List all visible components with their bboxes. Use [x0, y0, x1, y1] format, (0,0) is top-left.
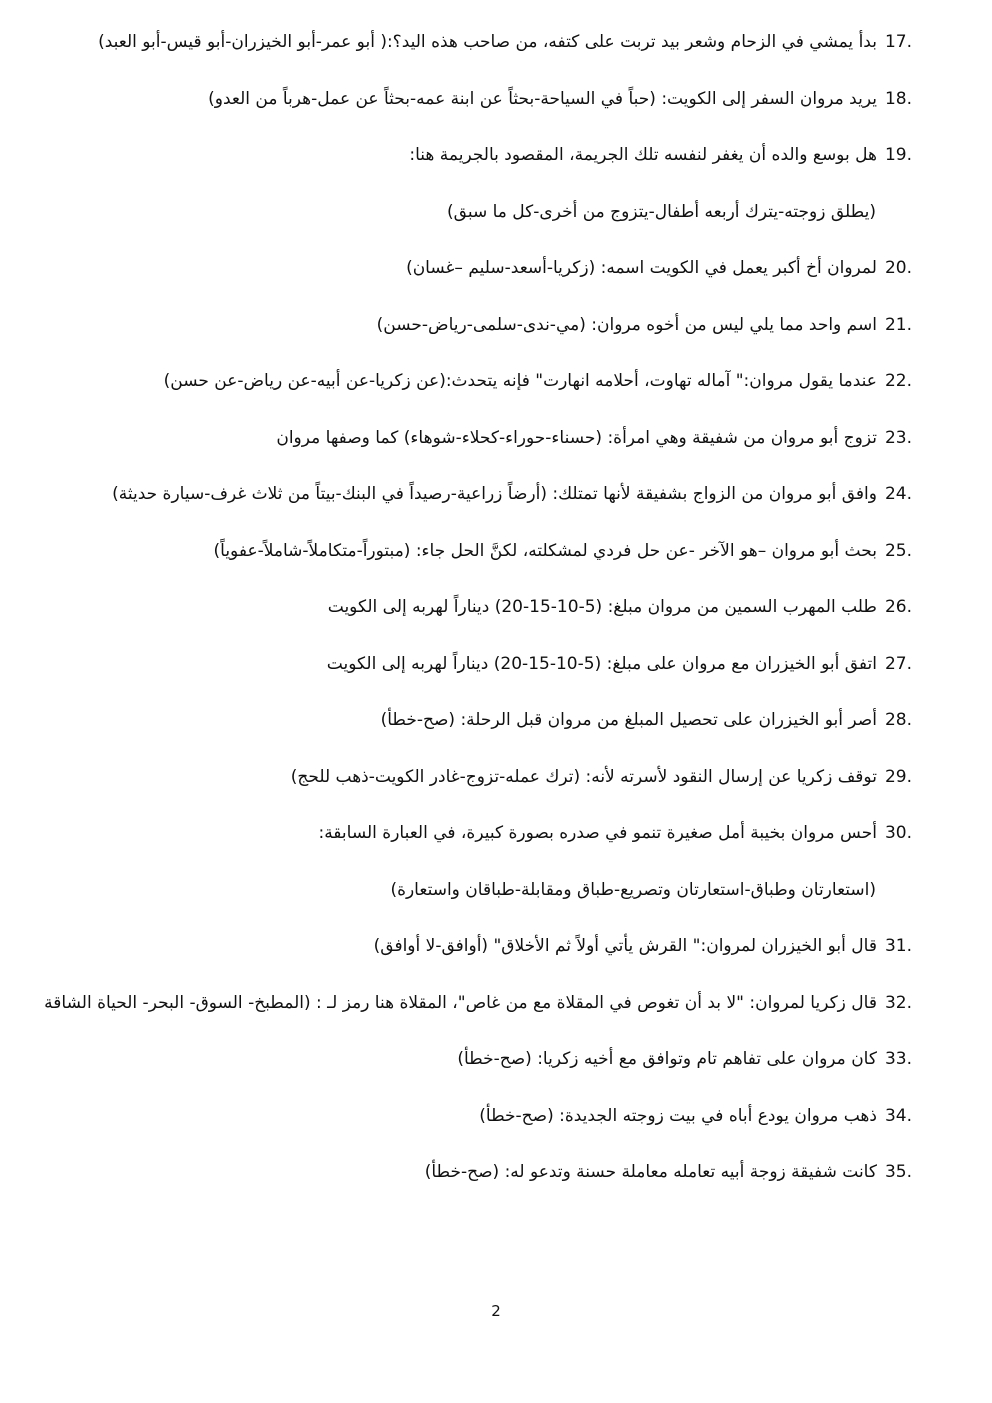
- question-text: (يطلق زوجته-يترك أربعه أطفال-يتزوج من أخرى-كل ما سبق): [447, 201, 876, 222]
- question-number: 22.: [884, 371, 912, 391]
- question-number: 18.: [884, 88, 912, 109]
- question-text: بدأ يمشي في الزحام وشعر بيد تربت على كتفه، من صاحب هذه اليد؟:( أبو عمر-أبو الخيزران-أبو قيس-أبو العبد): [98, 32, 877, 52]
- question-number: 32.: [884, 992, 912, 1013]
- question-text: قال زكريا لمروان: "لا بد أن تغوص في المقلاة مع من غاص"، المقلاة هنا رمز لـ : (المطبخ- السوق- البحر- الحياة الشاقة: [44, 992, 877, 1013]
- question-text: اسم واحد مما يلي ليس من أخوه مروان: (مي-ندى-سلمى-رياض-حسن): [376, 314, 877, 335]
- question-number: 25.: [884, 540, 912, 561]
- question-text: كان مروان على تفاهم تام وتوافق مع أخيه زكريا: (صح-خطأ): [457, 1049, 877, 1069]
- question-text: طلب المهرب السمين من مروان مبلغ: (5-10-15-20) ديناراً لهربه إلى الكويت: [327, 597, 877, 617]
- question-text: كانت شفيقة زوجة أبيه تعامله معاملة حسنة وتدعو له: (صح-خطأ): [424, 1162, 877, 1182]
- question-number: 23.: [884, 427, 912, 448]
- question-number: 26.: [884, 597, 912, 617]
- question-text: أصر أبو الخيزران على تحصيل المبلغ من مروان قبل الرحلة: (صح-خطأ): [380, 710, 877, 730]
- question-text: وافق أبو مروان من الزواج بشفيقة لأنها تمتلك: (أرضاً زراعية-رصيداً في البنك-بيتاً من ثلاث غرف-سيارة حديثة): [112, 484, 877, 504]
- question-number: 21.: [884, 314, 912, 335]
- question-text: اتفق أبو الخيزران مع مروان على مبلغ: (5-10-15-20) ديناراً لهربه إلى الكويت: [326, 653, 877, 674]
- question-number: 20.: [884, 258, 912, 278]
- question-28: [12, 706, 912, 763]
- question-text: بحث أبو مروان –هو الآخر -عن حل فردي لمشكلته، لكنَّ الحل جاء: (مبتوراً-متكاملاً-شاملاً-عفوياً): [213, 540, 877, 561]
- question-number: 19.: [884, 145, 912, 165]
- question-30-options: [12, 876, 912, 933]
- question-22: [12, 367, 912, 424]
- question-number: 35.: [884, 1162, 912, 1182]
- question-number: 34.: [884, 1105, 912, 1126]
- question-19-options: [12, 198, 912, 255]
- question-29: [12, 763, 912, 820]
- question-text: (استعارتان وطباق-استعارتان وتصريع-طباق ومقابلة-طباقان واستعارة): [390, 879, 876, 900]
- question-text: لمروان أخ أكبر يعمل في الكويت اسمه: (زكريا-أسعد-سليم –غسان): [406, 258, 877, 278]
- question-33: [12, 1045, 912, 1102]
- question-35: [12, 1158, 912, 1215]
- question-number: 28.: [884, 710, 912, 730]
- question-text: أحس مروان بخيبة أمل صغيرة تنمو في صدره بصورة كبيرة، في العبارة السابقة:: [318, 823, 877, 843]
- question-24: [12, 480, 912, 537]
- question-17: [12, 28, 912, 85]
- question-number: 24.: [884, 484, 912, 504]
- question-23: [12, 424, 912, 481]
- question-26: [12, 593, 912, 650]
- question-list: [12, 28, 912, 1215]
- question-number: 31.: [884, 936, 912, 956]
- question-18: [12, 85, 912, 142]
- question-20: [12, 254, 912, 311]
- question-32: [12, 989, 912, 1046]
- question-text: يريد مروان السفر إلى الكويت: (حباً في السياحة-بحثاً عن ابنة عمه-بحثاً عن عمل-هرباً من العدو): [208, 88, 877, 109]
- question-27: [12, 650, 912, 707]
- question-text: هل بوسع والده أن يغفر لنفسه تلك الجريمة، المقصود بالجريمة هنا:: [409, 145, 877, 165]
- question-34: [12, 1102, 912, 1159]
- question-number: 33.: [884, 1049, 912, 1069]
- question-30: [12, 819, 912, 876]
- question-text: توقف زكريا عن إرسال النقود لأسرته لأنه: (ترك عمله-تزوج-غادر الكويت-ذهب للحج): [290, 766, 877, 787]
- question-text: عندما يقول مروان:" آماله تهاوت، أحلامه انهارت" فإنه يتحدث:(عن زكريا-عن أبيه-عن رياض-عن حسن): [163, 371, 877, 391]
- question-25: [12, 537, 912, 594]
- question-31: [12, 932, 912, 989]
- question-19: [12, 141, 912, 198]
- question-text: تزوج أبو مروان من شفيقة وهي امرأة: (حسناء-حوراء-كحلاء-شوهاء) كما وصفها مروان: [276, 427, 877, 448]
- question-number: 17.: [884, 32, 912, 52]
- question-number: 27.: [884, 653, 912, 674]
- question-text: ذهب مروان يودع أباه في بيت زوجته الجديدة: (صح-خطأ): [479, 1105, 877, 1126]
- question-21: [12, 311, 912, 368]
- question-number: 30.: [884, 823, 912, 843]
- page-number: 2: [491, 1302, 501, 1320]
- question-text: قال أبو الخيزران لمروان:" القرش يأتي أولاً ثم الأخلاق" (أوافق-لا أوافق): [373, 936, 877, 956]
- question-number: 29.: [884, 766, 912, 787]
